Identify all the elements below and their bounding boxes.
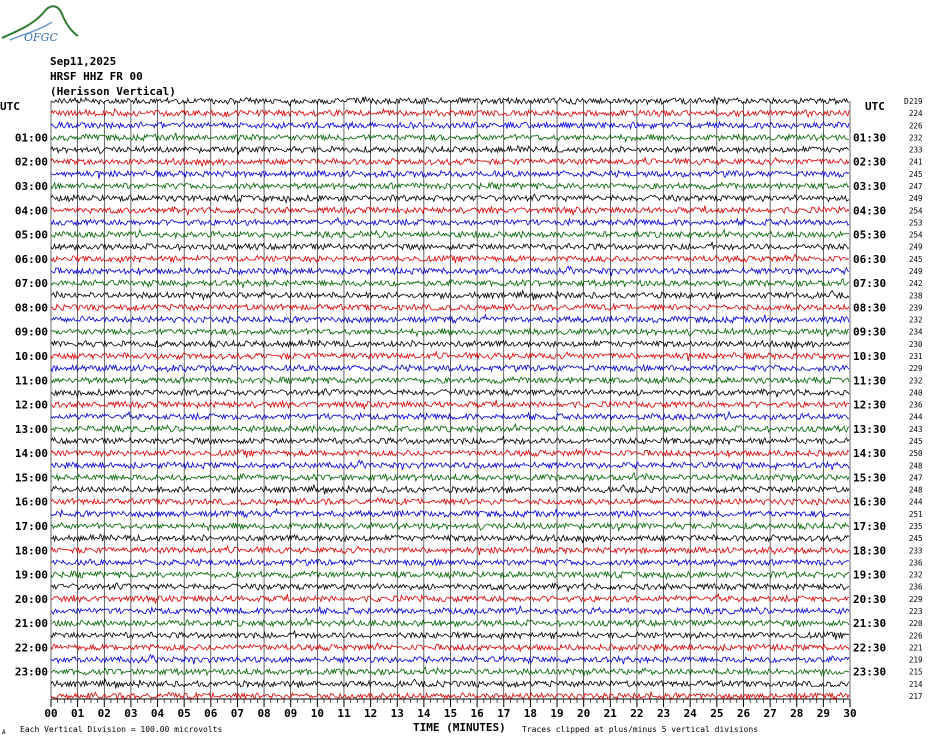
x-tick-label: 07 [230, 707, 245, 720]
hour-label-right: 16:30 [853, 495, 887, 509]
seismic-trace [51, 242, 849, 250]
hour-label-right: 12:30 [853, 398, 887, 412]
right-axis-label: UTC [865, 100, 885, 113]
seismic-trace [51, 534, 849, 543]
row-value-label: 215 [909, 667, 923, 677]
seismic-trace [51, 340, 849, 349]
row-value-label: 243 [909, 424, 923, 434]
seismic-trace [51, 559, 849, 565]
hour-label-left: 10:00 [14, 350, 48, 363]
row-value-label: 234 [909, 327, 923, 337]
seismic-trace [51, 365, 849, 372]
x-tick-label: 13 [390, 707, 404, 720]
row-value-label: 239 [909, 303, 923, 313]
seismic-trace [51, 436, 849, 445]
hour-label-left: 13:00 [14, 422, 48, 436]
seismic-trace [51, 122, 849, 129]
seismic-trace [51, 389, 849, 398]
hour-label-right: 01:30 [853, 131, 887, 145]
seismic-trace [51, 473, 849, 482]
x-tick-label: 12 [363, 707, 378, 720]
row-value-label: 254 [909, 206, 923, 216]
seismic-trace [51, 594, 849, 604]
hour-label-left: 04:00 [14, 204, 48, 218]
hour-label-right: 02:30 [853, 155, 887, 169]
row-value-label: 254 [909, 230, 923, 240]
hour-label-left: 08:00 [14, 301, 48, 315]
row-value-label: 250 [909, 449, 923, 459]
row-value-label: 248 [909, 461, 923, 471]
row-value-label: 241 [909, 157, 923, 167]
x-tick-label: 19 [550, 707, 564, 720]
seismic-trace [51, 146, 849, 155]
hour-label-left: 05:00 [14, 228, 48, 242]
x-tick-label: 26 [736, 707, 751, 720]
header-station-name: (Herisson Vertical) [50, 85, 176, 98]
row-value-label: 233 [909, 546, 923, 556]
seismic-trace [51, 692, 849, 699]
seismic-trace [51, 194, 849, 202]
seismic-trace [51, 667, 849, 676]
seismic-trace [51, 377, 849, 384]
x-tick-label: 24 [683, 707, 697, 720]
seismic-trace [51, 266, 849, 276]
row-value-label: 220 [909, 619, 923, 629]
row-value-label: 230 [909, 339, 923, 349]
row-value-label: 233 [909, 145, 923, 155]
hour-label-left: 01:00 [14, 131, 48, 145]
seismic-trace [51, 133, 849, 142]
x-tick-label: 01 [71, 707, 85, 720]
hour-label-left: 23:00 [14, 665, 48, 679]
row-value-label: 219 [909, 97, 923, 106]
corner-label: D [904, 97, 909, 106]
hour-label-left: 18:00 [14, 544, 48, 558]
row-value-label: 249 [909, 267, 923, 276]
row-value-label: 235 [909, 522, 923, 531]
row-value-label: 242 [909, 279, 923, 289]
hour-label-right: 13:30 [853, 422, 887, 436]
x-tick-label: 00 [44, 707, 58, 720]
x-tick-label: 23 [656, 707, 671, 720]
hour-label-left: 02:00 [14, 155, 48, 169]
x-tick-label: 02 [97, 707, 111, 720]
seismic-trace [51, 618, 849, 626]
seismic-trace [51, 171, 849, 179]
row-value-label: 244 [909, 412, 923, 422]
row-value-label: 245 [909, 437, 923, 446]
seismic-trace [51, 304, 849, 311]
x-tick-label: 18 [523, 707, 538, 720]
x-tick-label: 05 [177, 707, 191, 720]
row-value-label: 217 [909, 692, 923, 701]
footer-mark: A [2, 729, 6, 736]
row-value-label: 245 [909, 254, 923, 264]
seismic-trace [51, 449, 849, 458]
x-tick-label: 11 [337, 707, 351, 720]
hour-label-left: 20:00 [14, 592, 48, 606]
seismic-trace [51, 498, 849, 505]
seismic-trace [51, 183, 849, 190]
seismic-trace [51, 97, 849, 106]
row-value-label: 247 [909, 182, 923, 191]
row-value-label: 238 [909, 291, 923, 301]
row-value-label: 229 [909, 364, 923, 374]
logo-text: OFGC [24, 31, 58, 44]
seismic-trace [51, 571, 849, 579]
hour-label-left: 07:00 [14, 277, 48, 291]
hour-label-left: 22:00 [14, 641, 48, 655]
hour-label-right: 03:30 [853, 180, 887, 193]
seismic-trace [51, 606, 849, 614]
x-tick-label: 22 [630, 707, 644, 720]
seismic-trace [51, 279, 849, 288]
row-value-label: 249 [909, 242, 923, 252]
x-tick-label: 29 [816, 707, 830, 720]
hour-label-left: 15:00 [14, 471, 48, 485]
header-station: HRSF HHZ FR 00 [50, 70, 143, 83]
x-tick-label: 30 [843, 707, 857, 720]
seismic-trace [51, 400, 849, 410]
hour-label-right: 22:30 [853, 641, 887, 655]
row-value-label: 226 [909, 121, 923, 131]
hour-label-left: 14:00 [14, 447, 48, 461]
seismic-trace [51, 679, 849, 688]
x-tick-label: 16 [470, 707, 484, 720]
hour-label-right: 23:30 [853, 665, 887, 679]
row-value-label: 221 [909, 643, 923, 653]
seismic-trace [51, 329, 849, 337]
scale-note: Each Vertical Division = 100.00 microvolts [20, 725, 223, 734]
seismic-trace [51, 509, 849, 517]
seismic-trace [51, 424, 849, 432]
seismic-trace [51, 643, 849, 651]
row-value-label: 253 [909, 218, 923, 228]
row-value-label: 244 [909, 497, 923, 507]
seismic-trace [51, 523, 849, 531]
row-value-label: 236 [909, 582, 923, 592]
x-tick-label: 28 [790, 707, 804, 720]
left-axis-label: UTC [0, 100, 20, 113]
hour-label-right: 14:30 [853, 447, 887, 461]
hour-label-right: 07:30 [853, 277, 887, 291]
seismic-trace [51, 485, 849, 494]
hour-label-right: 08:30 [853, 301, 887, 315]
hour-label-left: 16:00 [14, 495, 48, 509]
x-tick-label: 08 [257, 707, 271, 720]
x-tick-label: 10 [310, 707, 324, 720]
row-value-label: 245 [909, 169, 923, 179]
row-value-label: 232 [909, 570, 923, 580]
x-tick-label: 09 [284, 707, 298, 720]
seismic-trace [51, 655, 849, 665]
seismic-trace [51, 315, 849, 323]
hour-label-left: 21:00 [14, 617, 48, 631]
x-tick-label: 14 [417, 707, 431, 720]
seismic-trace [51, 412, 849, 420]
hour-label-right: 06:30 [853, 252, 887, 266]
hour-label-left: 19:00 [14, 568, 48, 582]
seismic-trace [51, 546, 849, 555]
seismic-trace [51, 218, 849, 226]
seismic-trace [51, 291, 849, 300]
hour-label-left: 06:00 [14, 252, 48, 266]
seismic-trace [51, 631, 849, 640]
clip-note: Traces clipped at plus/minus 5 vertical divisions [522, 725, 759, 734]
row-value-label: 219 [909, 655, 923, 665]
hour-label-right: 09:30 [853, 325, 887, 339]
seismic-trace [51, 230, 849, 238]
x-tick-label: 17 [497, 707, 511, 720]
row-value-label: 232 [909, 133, 923, 143]
x-tick-label: 20 [577, 707, 591, 720]
row-value-label: 245 [909, 534, 923, 544]
hour-label-right: 19:30 [853, 568, 887, 582]
row-value-label: 251 [909, 509, 923, 519]
x-tick-label: 04 [150, 707, 165, 720]
hour-label-right: 18:30 [853, 544, 887, 558]
x-axis-title: TIME (MINUTES) [413, 721, 506, 734]
seismic-trace [51, 460, 849, 470]
x-tick-label: 15 [443, 707, 458, 720]
seismic-trace [51, 352, 849, 361]
row-value-label: 248 [909, 485, 923, 495]
row-value-label: 223 [909, 607, 923, 616]
row-value-label: 236 [909, 558, 923, 568]
row-value-label: 232 [909, 315, 923, 325]
hour-label-right: 11:30 [853, 374, 887, 388]
header-date: Sep11,2025 [50, 55, 117, 68]
row-value-label: 247 [909, 473, 923, 483]
hour-label-right: 21:30 [853, 617, 887, 631]
hour-label-right: 20:30 [853, 592, 887, 606]
row-value-label: 214 [909, 679, 923, 689]
hour-label-left: 17:00 [14, 520, 48, 533]
row-value-label: 231 [909, 352, 923, 361]
x-tick-label: 03 [124, 707, 138, 720]
row-value-label: 229 [909, 594, 923, 604]
x-tick-label: 25 [710, 707, 724, 720]
hour-label-right: 04:30 [853, 204, 887, 218]
seismic-trace [51, 255, 849, 264]
seismic-trace [51, 206, 849, 216]
hour-label-right: 17:30 [853, 520, 887, 533]
hour-label-left: 12:00 [14, 398, 48, 412]
row-value-label: 226 [909, 631, 923, 641]
hour-label-right: 15:30 [853, 471, 887, 485]
seismic-trace [51, 158, 849, 167]
x-tick-label: 27 [763, 707, 777, 720]
row-value-label: 240 [909, 388, 923, 398]
hour-label-left: 11:00 [14, 374, 48, 388]
row-value-label: 236 [909, 400, 923, 410]
x-tick-label: 21 [603, 707, 617, 720]
row-value-label: 224 [909, 109, 923, 119]
seismic-trace [51, 583, 849, 592]
row-value-label: 232 [909, 376, 923, 386]
seismic-trace [51, 109, 849, 117]
row-value-label: 249 [909, 194, 923, 204]
hour-label-right: 10:30 [853, 350, 887, 363]
hour-label-left: 09:00 [14, 325, 48, 339]
hour-label-right: 05:30 [853, 228, 887, 242]
hour-label-left: 03:00 [14, 180, 48, 193]
x-tick-label: 06 [204, 707, 218, 720]
